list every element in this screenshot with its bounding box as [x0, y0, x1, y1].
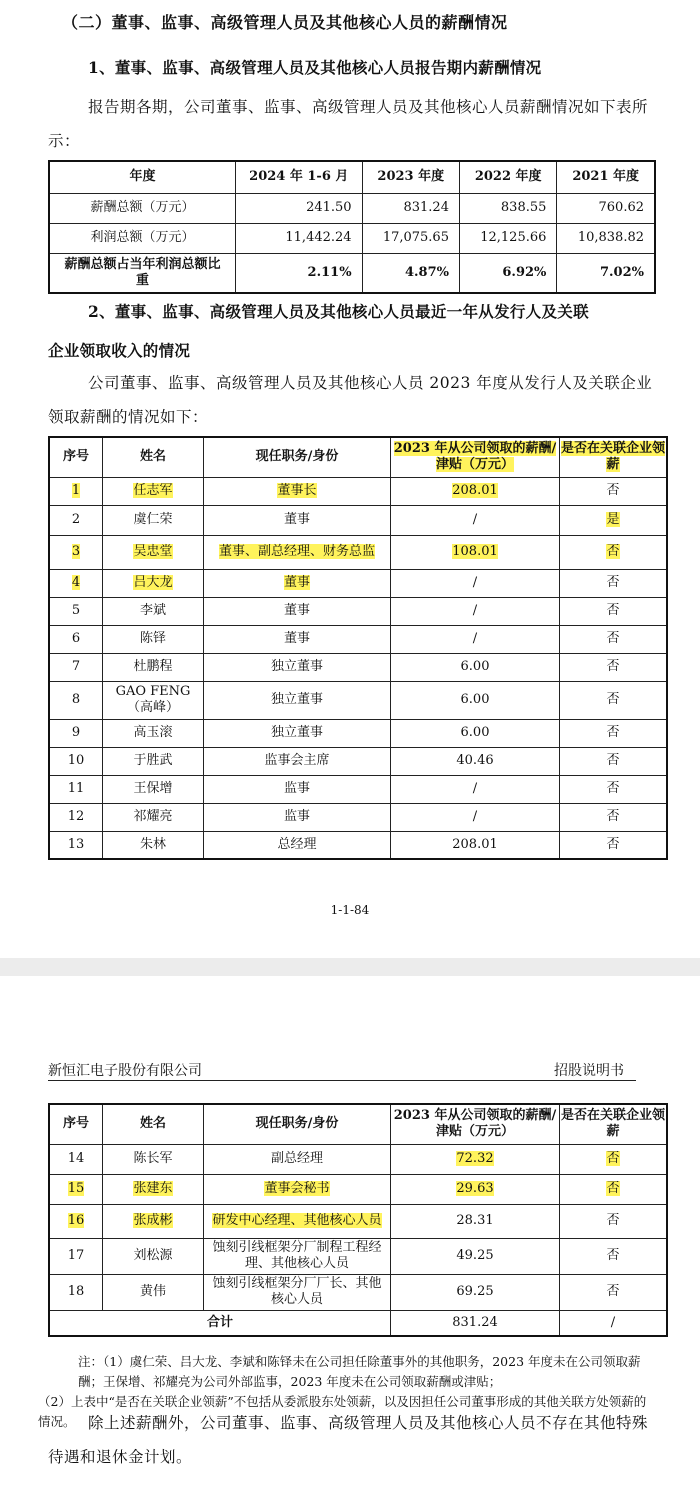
- cell-role: [204, 719, 391, 747]
- related-text: 否: [606, 1213, 620, 1228]
- cell-role: [204, 597, 391, 625]
- cell-related: [560, 775, 668, 803]
- cell: 12,125.66: [459, 223, 556, 253]
- cell-related: [560, 569, 668, 597]
- pay-text: 208.01: [452, 483, 498, 498]
- name-text: 李斌: [139, 603, 166, 618]
- cell-pay: [391, 681, 560, 719]
- col-2023: 2023 年度: [362, 161, 459, 193]
- cell-role: [204, 1174, 391, 1204]
- cell-name: [103, 477, 204, 505]
- col-2021: 2021 年度: [557, 161, 655, 193]
- related-text: 否: [606, 725, 620, 740]
- related-text: 否: [606, 659, 620, 674]
- table-row: [49, 1144, 667, 1174]
- cell-pay: [391, 775, 560, 803]
- cell-pay: [391, 803, 560, 831]
- cell-role: [204, 747, 391, 775]
- name-text: 刘松源: [133, 1248, 173, 1263]
- cell-pay: [391, 1144, 560, 1174]
- header-doc: 招股说明书: [554, 1063, 624, 1079]
- header-company: 新恒汇电子股份有限公司: [48, 1063, 202, 1079]
- cell-seq: [49, 747, 103, 775]
- cell-pay: [391, 625, 560, 653]
- pay-text: 69.25: [456, 1284, 494, 1299]
- cell-role: [204, 569, 391, 597]
- role-text: 董事长: [277, 483, 317, 498]
- cell-role: [204, 803, 391, 831]
- role-text: 董事会秘书: [264, 1181, 330, 1196]
- role-text: 监事会主席: [264, 753, 330, 768]
- seq-text: 15: [67, 1181, 85, 1196]
- cell-name: [103, 803, 204, 831]
- cell-seq: [49, 569, 103, 597]
- cell-name: [103, 597, 204, 625]
- table-row: [49, 681, 667, 719]
- cell-related: [560, 1174, 668, 1204]
- cell-pay: [391, 653, 560, 681]
- table-row: [49, 1274, 667, 1310]
- role-text: 独立董事: [270, 659, 323, 674]
- table-row: [49, 1238, 667, 1274]
- cell-related: [560, 831, 668, 859]
- table-row: [49, 193, 655, 223]
- table-row: [49, 597, 667, 625]
- cell-role: [204, 477, 391, 505]
- cell-name: [103, 535, 204, 569]
- seq-text: 10: [67, 753, 85, 768]
- section-title: （二）董事、监事、高级管理人员及其他核心人员的薪酬情况: [62, 13, 508, 32]
- cell-name: [103, 653, 204, 681]
- role-text: 蚀刻引线框架分厂制程工程经理、其他核心人员: [212, 1240, 382, 1271]
- cell: 760.62: [557, 193, 655, 223]
- role-text: 研发中心经理、其他核心人员: [212, 1213, 382, 1228]
- cell-name: [103, 681, 204, 719]
- total-row: [49, 1310, 667, 1336]
- pay-text: 28.31: [456, 1213, 494, 1228]
- cell: 11,442.24: [236, 223, 363, 253]
- cell-name: [103, 569, 204, 597]
- header-divider: [48, 1080, 636, 1081]
- cell-pay: [391, 597, 560, 625]
- pay-text: 29.63: [456, 1181, 494, 1196]
- pay-text: /: [472, 603, 478, 618]
- related-text: 否: [606, 1248, 620, 1263]
- total-label: 合计: [49, 1310, 391, 1336]
- cell-role: [204, 831, 391, 859]
- seq-text: 6: [71, 631, 81, 646]
- name-text: 吕大龙: [133, 575, 173, 590]
- pay-text: /: [472, 575, 478, 590]
- cell-seq: [49, 1144, 103, 1174]
- related-text: 否: [606, 781, 620, 796]
- table-row: [49, 505, 667, 535]
- cell-name: [103, 1204, 204, 1238]
- pay-summary-table: [48, 160, 656, 294]
- cell-seq: [49, 1204, 103, 1238]
- role-text: 总经理: [277, 836, 317, 852]
- sub2-title: [48, 300, 668, 361]
- cell-role: [204, 505, 391, 535]
- cell: 4.87%: [362, 253, 459, 293]
- name-text: 张建东: [133, 1181, 173, 1196]
- cell-role: [204, 535, 391, 569]
- cell-pay: [391, 1174, 560, 1204]
- cell-related: [560, 477, 668, 505]
- name-text: 吴忠堂: [133, 544, 173, 559]
- table-row: [49, 803, 667, 831]
- name-text: 黄伟: [139, 1284, 166, 1299]
- cell-name: [103, 1144, 204, 1174]
- seq-text: 11: [67, 781, 85, 796]
- pay-text: 6.00: [460, 659, 490, 674]
- related-text: 否: [606, 836, 620, 852]
- cell-role: [204, 1144, 391, 1174]
- related-text: 否: [606, 1181, 620, 1196]
- role-text: 董事: [283, 575, 310, 590]
- pay-text: 108.01: [452, 544, 498, 559]
- seq-text: 3: [71, 544, 81, 559]
- total-related: /: [560, 1310, 668, 1336]
- seq-text: 12: [67, 809, 85, 824]
- cell-related: [560, 1238, 668, 1274]
- pay-text: 208.01: [452, 836, 498, 852]
- cell-pay: [391, 505, 560, 535]
- para1-text: 报告期各期，公司董事、监事、高级管理人员及其他核心人员薪酬情况如下表所示：: [48, 98, 649, 150]
- col-name: 姓名: [103, 437, 204, 477]
- cell-seq: [49, 1174, 103, 1204]
- name-text: 王保增: [133, 781, 173, 796]
- table-row: [49, 719, 667, 747]
- closing-paragraph: [48, 1406, 660, 1474]
- pay-text: /: [472, 781, 478, 796]
- name-text: 高玉滚: [133, 725, 173, 740]
- role-text: 蚀刻引线框架分厂厂长、其他核心人员: [212, 1276, 382, 1307]
- cell-name: [103, 775, 204, 803]
- related-text: 否: [606, 631, 620, 646]
- cell-name: [103, 1274, 204, 1310]
- name-text: 杜鹏程: [133, 659, 173, 674]
- seq-text: 1: [71, 483, 81, 498]
- cell: 241.50: [236, 193, 363, 223]
- row-label: 利润总额（万元）: [49, 223, 236, 253]
- cell-related: [560, 803, 668, 831]
- seq-text: 5: [71, 603, 81, 618]
- seq-text: 9: [71, 725, 81, 740]
- related-text: 否: [606, 483, 620, 498]
- cell-seq: [49, 1274, 103, 1310]
- page-number: 1-1-84: [330, 903, 370, 917]
- table-row: [49, 1204, 667, 1238]
- name-text: 朱林: [139, 836, 166, 852]
- name-text: 陈长军: [133, 1151, 173, 1166]
- cell-pay: [391, 535, 560, 569]
- table-row: [49, 625, 667, 653]
- seq-text: 4: [71, 575, 81, 590]
- name-text: 陈铎: [139, 631, 166, 646]
- cell-related: [560, 625, 668, 653]
- total-pay: 831.24: [391, 1310, 560, 1336]
- col-seq: 序号: [49, 437, 103, 477]
- para2-text: 公司董事、监事、高级管理人员及其他核心人员 2023 年度从发行人及关联企业领取薪酬的情况如下：: [48, 374, 653, 426]
- pay-text: 49.25: [456, 1248, 494, 1263]
- seq-text: 8: [71, 692, 81, 707]
- col-year: 年度: [49, 161, 236, 193]
- sub2-title-line2: 企业领取收入的情况: [48, 341, 191, 360]
- cell-name: [103, 747, 204, 775]
- name-text: 任志军: [133, 483, 173, 498]
- table-row: [49, 253, 655, 293]
- cell-related: [560, 653, 668, 681]
- cell-seq: [49, 535, 103, 569]
- compensation-table-body: [49, 477, 667, 859]
- cell-seq: [49, 1238, 103, 1274]
- seq-text: 7: [71, 659, 81, 674]
- sub2-title-line1: 2、董事、监事、高级管理人员及其他核心人员最近一年从发行人及关联: [88, 302, 589, 321]
- seq-text: 17: [67, 1248, 85, 1263]
- pay-text: 6.00: [460, 725, 490, 740]
- cell-related: [560, 747, 668, 775]
- cell-seq: [49, 681, 103, 719]
- related-text: 否: [606, 809, 620, 824]
- related-text: 否: [606, 692, 620, 707]
- cell-related: [560, 535, 668, 569]
- col-related: [560, 437, 668, 477]
- pay-text: /: [472, 631, 478, 646]
- col-name: 姓名: [103, 1104, 204, 1144]
- cell-role: [204, 625, 391, 653]
- related-text: 否: [606, 575, 620, 590]
- cell: 6.92%: [459, 253, 556, 293]
- cell-pay: [391, 1274, 560, 1310]
- table-row: [49, 775, 667, 803]
- table-row: [49, 569, 667, 597]
- seq-text: 2: [71, 512, 81, 527]
- cell-role: [204, 1238, 391, 1274]
- cell-name: [103, 1238, 204, 1274]
- header-related-text: 是否在关联企业领薪: [560, 441, 665, 473]
- col-2022: 2022 年度: [459, 161, 556, 193]
- cell-name: [103, 625, 204, 653]
- cell-seq: [49, 803, 103, 831]
- cell: 7.02%: [557, 253, 655, 293]
- cell-seq: [49, 597, 103, 625]
- role-text: 董事: [283, 603, 310, 618]
- cell-role: [204, 653, 391, 681]
- table-header-row: [49, 437, 667, 477]
- closing-text: 除上述薪酬外，公司董事、监事、高级管理人员及其他核心人员不存在其他特殊待遇和退休金计划。: [48, 1414, 649, 1466]
- cell-pay: [391, 477, 560, 505]
- cell-related: [560, 681, 668, 719]
- row-label: 薪酬总额（万元）: [49, 193, 236, 223]
- header-pay-text: 2023 年从公司领取的薪酬/津贴（万元）: [393, 441, 557, 473]
- pay-text: 72.32: [456, 1151, 494, 1166]
- cell: 2.11%: [236, 253, 363, 293]
- table-row: [49, 653, 667, 681]
- cell-pay: [391, 719, 560, 747]
- name-text: GAO FENG（高峰）: [115, 684, 191, 715]
- cell-related: [560, 1204, 668, 1238]
- cell-seq: [49, 625, 103, 653]
- role-text: 董事、副总经理、财务总监: [218, 544, 375, 559]
- related-text: 否: [606, 753, 620, 768]
- role-text: 监事: [283, 781, 310, 796]
- footnote-1: 注：（1）虞仁荣、吕大龙、李斌和陈铎未在公司担任除董事外的其他职务，2023 年度未在公司领取薪酬；王保增、祁耀亮为公司外部监事，2023 年度未在公司领取薪酬或津贴；: [78, 1354, 641, 1389]
- pay-text: 40.46: [456, 753, 494, 768]
- page-gap: [0, 958, 700, 976]
- role-text: 独立董事: [270, 725, 323, 740]
- col-pay: 2023 年从公司领取的薪酬/津贴（万元）: [391, 1104, 560, 1144]
- cell-pay: [391, 831, 560, 859]
- cell-pay: [391, 1238, 560, 1274]
- role-text: 独立董事: [270, 692, 323, 707]
- seq-text: 18: [67, 1284, 85, 1299]
- col-role: 现任职务/身份: [204, 1104, 391, 1144]
- cell-related: [560, 1144, 668, 1174]
- cell: 17,075.65: [362, 223, 459, 253]
- name-text: 张成彬: [133, 1213, 173, 1228]
- role-text: 董事: [283, 512, 310, 527]
- seq-text: 13: [67, 836, 85, 852]
- compensation-table: [48, 436, 668, 860]
- cell-role: [204, 1204, 391, 1238]
- name-text: 虞仁荣: [133, 512, 173, 527]
- table-row: [49, 477, 667, 505]
- cell-name: [103, 831, 204, 859]
- compensation-table-continued-body: [49, 1144, 667, 1310]
- name-text: 于胜武: [133, 753, 173, 768]
- table-row: [49, 1174, 667, 1204]
- cell-role: [204, 1274, 391, 1310]
- role-text: 监事: [283, 809, 310, 824]
- col-role: 现任职务/身份: [204, 437, 391, 477]
- related-text: 是: [606, 512, 620, 527]
- table-row: [49, 831, 667, 859]
- cell-name: [103, 1174, 204, 1204]
- cell: 10,838.82: [557, 223, 655, 253]
- table-header-row: [49, 1104, 667, 1144]
- pay-text: 6.00: [460, 692, 490, 707]
- cell-seq: [49, 653, 103, 681]
- col-related: 是否在关联企业领薪: [560, 1104, 668, 1144]
- col-pay: [391, 437, 560, 477]
- cell-seq: [49, 505, 103, 535]
- seq-text: 14: [67, 1151, 85, 1166]
- table-header-row: [49, 161, 655, 193]
- para2: [48, 366, 660, 434]
- cell-related: [560, 505, 668, 535]
- cell-seq: [49, 775, 103, 803]
- compensation-table-continued: [48, 1103, 668, 1337]
- name-text: 祁耀亮: [133, 809, 173, 824]
- footnote-2: （2）上表中“是否在关联企业领薪”不包括从委派股东处领薪，以及因担任公司董事形成的其他关联方处领薪的情况。: [38, 1394, 647, 1429]
- cell-role: [204, 775, 391, 803]
- cell: 831.24: [362, 193, 459, 223]
- para1: [48, 90, 660, 158]
- table-row: [49, 747, 667, 775]
- related-text: 否: [606, 544, 620, 559]
- role-text: 副总经理: [270, 1151, 323, 1166]
- cell-seq: [49, 831, 103, 859]
- pay-text: /: [472, 512, 478, 527]
- cell-related: [560, 719, 668, 747]
- cell-related: [560, 1274, 668, 1310]
- cell: 838.55: [459, 193, 556, 223]
- cell-related: [560, 597, 668, 625]
- cell-pay: [391, 747, 560, 775]
- sub1-title: 1、董事、监事、高级管理人员及其他核心人员报告期内薪酬情况: [88, 58, 542, 77]
- cell-pay: [391, 1204, 560, 1238]
- cell-role: [204, 681, 391, 719]
- cell-name: [103, 505, 204, 535]
- col-2024h1: 2024 年 1-6 月: [236, 161, 363, 193]
- cell-name: [103, 719, 204, 747]
- role-text: 董事: [283, 631, 310, 646]
- cell-pay: [391, 569, 560, 597]
- related-text: 否: [606, 1151, 620, 1166]
- cell-seq: [49, 719, 103, 747]
- pay-text: /: [472, 809, 478, 824]
- cell-seq: [49, 477, 103, 505]
- related-text: 否: [606, 603, 620, 618]
- seq-text: 16: [67, 1213, 85, 1228]
- col-seq: 序号: [49, 1104, 103, 1144]
- related-text: 否: [606, 1284, 620, 1299]
- row-label: 薪酬总额占当年利润总额比重: [49, 253, 236, 293]
- table-row: [49, 535, 667, 569]
- table-row: [49, 223, 655, 253]
